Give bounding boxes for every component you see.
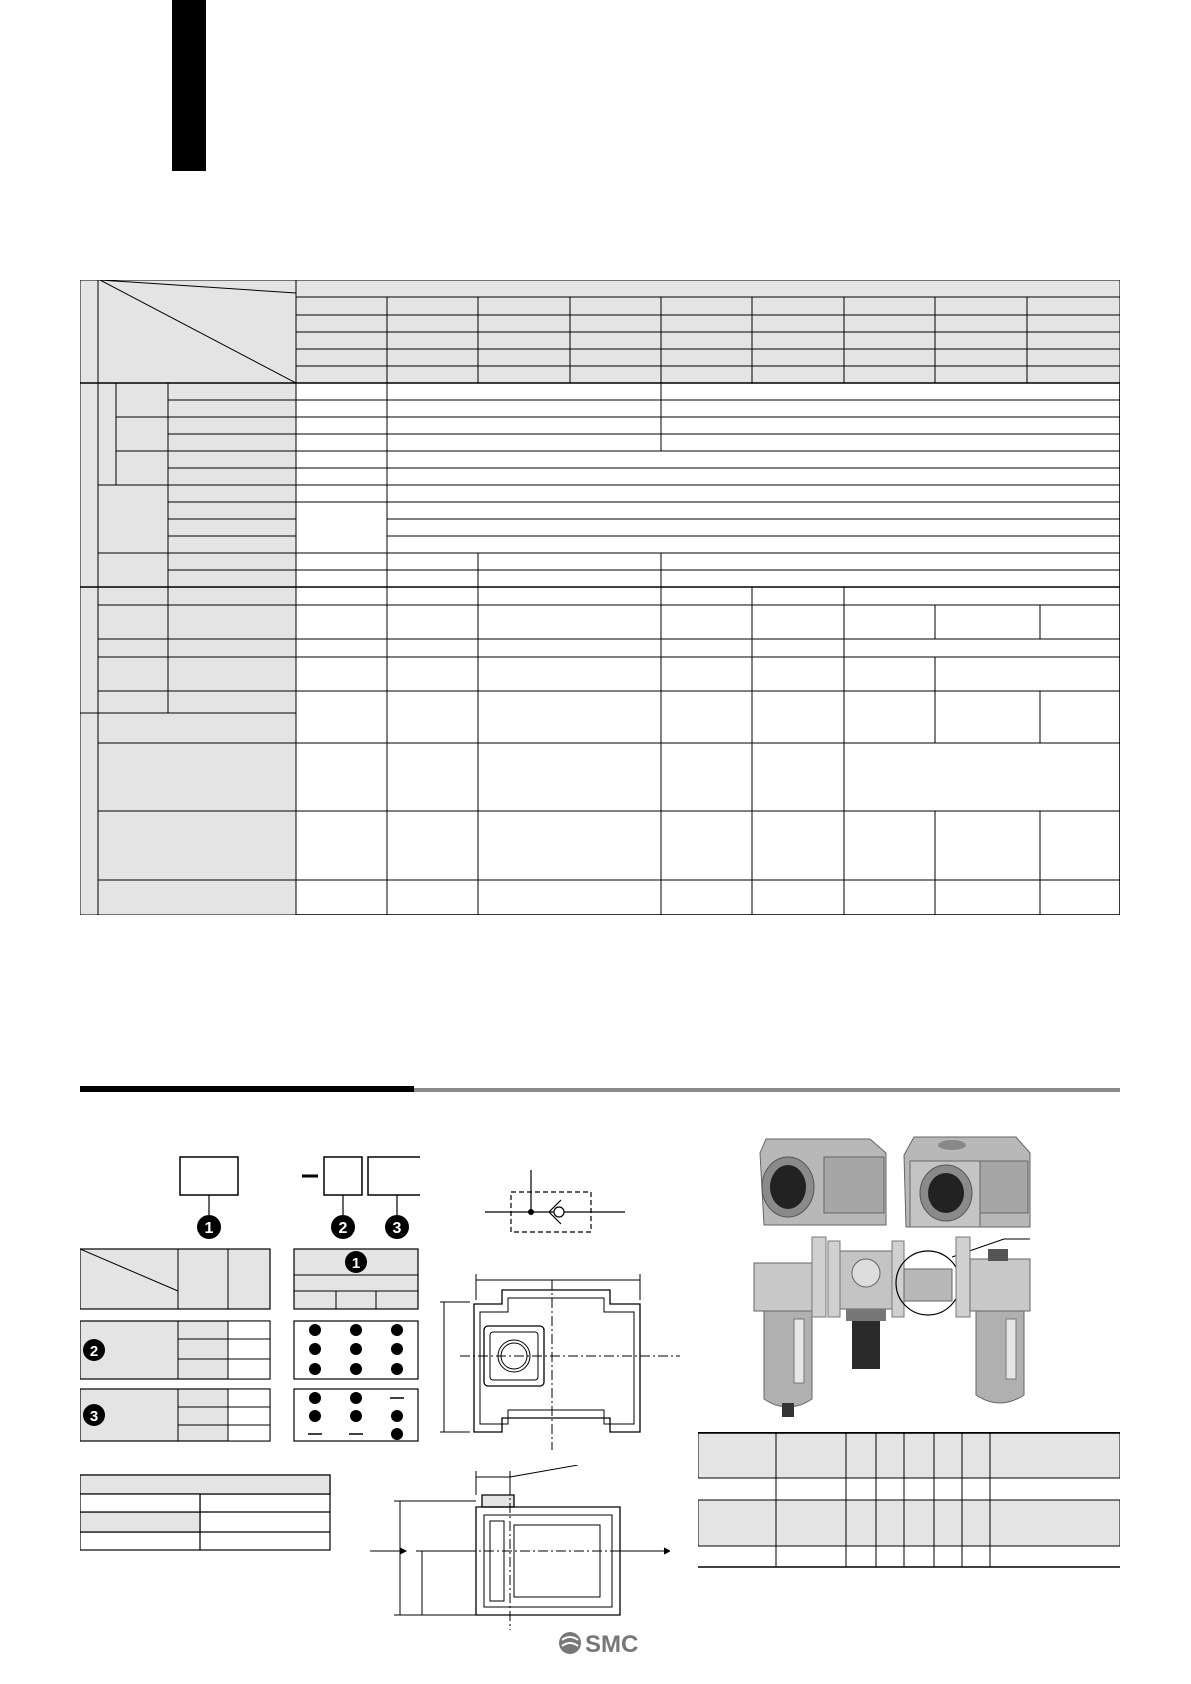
section-rule-black	[80, 1086, 414, 1092]
matrix-dot	[309, 1363, 321, 1375]
matrix-dot	[350, 1392, 362, 1404]
matrix-dot	[391, 1324, 403, 1336]
matrix-dot	[391, 1363, 403, 1375]
parts-table	[698, 1432, 1120, 1578]
how-to-order	[80, 1145, 420, 1565]
brand-name: SMC	[585, 1631, 639, 1658]
smc-logo-icon	[558, 1628, 642, 1658]
matrix-dot	[309, 1324, 321, 1336]
code-box-2	[324, 1157, 362, 1195]
matrix-dot	[350, 1324, 362, 1336]
matrix-dot	[350, 1343, 362, 1355]
row-marker-2: 2	[89, 1343, 99, 1360]
matrix-dot	[391, 1343, 403, 1355]
section-tab	[172, 0, 206, 171]
section-rule-gray	[414, 1088, 1120, 1092]
code-box-3	[368, 1157, 420, 1195]
matrix-header-marker-1: 1	[351, 1255, 361, 1272]
matrix-dot	[309, 1343, 321, 1355]
matrix-dot	[309, 1410, 321, 1422]
product-photo-spacers	[750, 1125, 1040, 1245]
check-valve-symbol-icon	[485, 1160, 625, 1240]
code-box-1	[180, 1157, 238, 1195]
matrix-dot	[391, 1410, 403, 1422]
specifications-table	[80, 280, 1120, 915]
dimension-drawing-side	[370, 1465, 670, 1630]
callout-markers	[197, 1215, 409, 1239]
spacer-photo-right	[904, 1137, 1030, 1227]
marker-1-label: 1	[204, 1220, 214, 1237]
matrix-dot	[350, 1410, 362, 1422]
matrix-dot	[391, 1428, 403, 1440]
matrix-dot	[309, 1392, 321, 1404]
marker-2-label: 2	[338, 1220, 348, 1237]
product-photo-frl-unit	[750, 1235, 1050, 1420]
row-marker-3: 3	[89, 1408, 99, 1425]
dimension-drawing-top	[440, 1260, 680, 1450]
marker-3-label: 3	[392, 1220, 402, 1237]
spacer-photo-left	[760, 1139, 886, 1225]
matrix-dot	[350, 1363, 362, 1375]
